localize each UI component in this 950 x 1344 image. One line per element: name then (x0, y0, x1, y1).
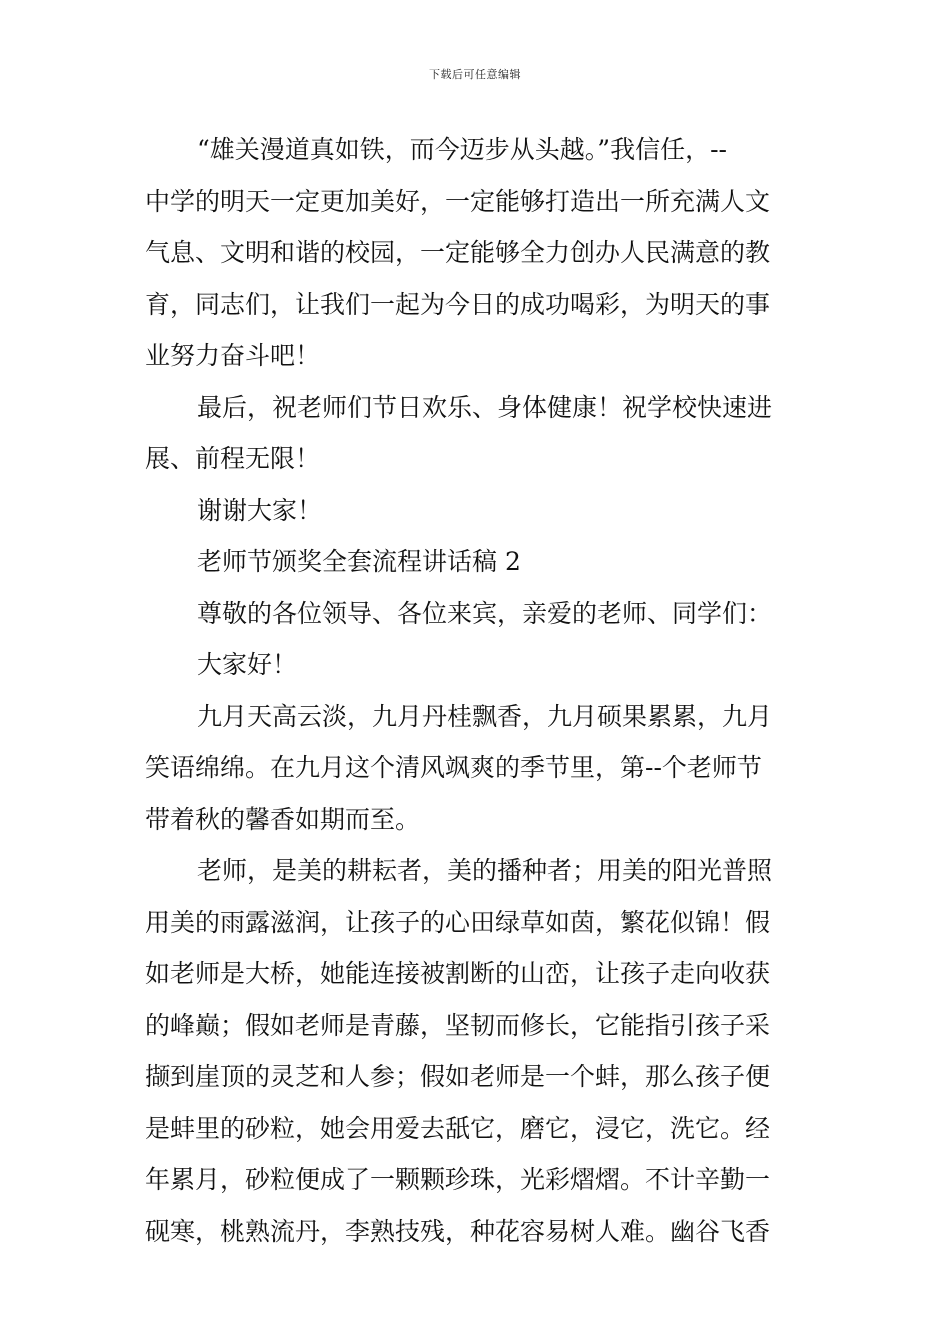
text-line: 用美的雨露滋润，让孩子的心田绿草如茵，繁花似锦！假 (145, 907, 771, 937)
text-line: 九月天高云淡，九月丹桂飘香，九月硕果累累，九月 (197, 701, 773, 731)
text-line: 中学的明天一定更加美好，一定能够打造出一所充满人文 (145, 186, 771, 216)
text-line: “雄关漫道真如铁，而今迈步从头越。”我信任，-- (197, 135, 727, 164)
header-note: 下载后可任意编辑 (429, 68, 521, 81)
text-line: 育，同志们，让我们一起为今日的成功喝彩，为明天的事 (145, 289, 771, 319)
text-line: 撷到崖顶的灵芝和人参；假如老师是一个蚌，那么孩子便 (145, 1062, 771, 1091)
greeting-line: 大家好！ (197, 650, 298, 679)
section-heading: 老师节颁奖全套流程讲话稿 2 (197, 547, 521, 576)
text-line: 年累月，砂粒便成了一颗颗珍珠，光彩熠熠。不计辛勤一 (145, 1165, 771, 1194)
text-line: 带着秋的馨香如期而至。 (145, 804, 421, 834)
text-line: 最后，祝老师们节日欢乐、身体健康！祝学校快速进 (197, 392, 773, 422)
document-body (145, 124, 807, 1257)
text-line: 的峰巅；假如老师是青藤，坚韧而修长，它能指引孩子采 (145, 1010, 771, 1040)
text-line: 气息、文明和谐的校园，一定能够全力创办人民满意的教 (145, 238, 771, 267)
text-line: 如老师是大桥，她能连接被割断的山峦，让孩子走向收获 (145, 959, 771, 988)
text-line: 是蚌里的砂粒，她会用爱去舐它，磨它，浸它，洗它。经 (145, 1113, 771, 1143)
text-line: 业努力奋斗吧！ (145, 341, 321, 370)
text-line: 老师，是美的耕耘者，美的播种者；用美的阳光普照 (197, 856, 773, 885)
text-line: 砚寒，桃熟流丹，李熟技残，种花容易树人难。幽谷飞香 (145, 1216, 771, 1246)
text-line: 笑语绵绵。在九月这个清风飒爽的季节里，第--个老师节 (145, 753, 762, 782)
text-line: 谢谢大家！ (197, 495, 323, 525)
salutation-line: 尊敬的各位领导、各位来宾，亲爱的老师、同学们： (197, 598, 773, 628)
text-line: 展、前程无限！ (145, 444, 321, 473)
